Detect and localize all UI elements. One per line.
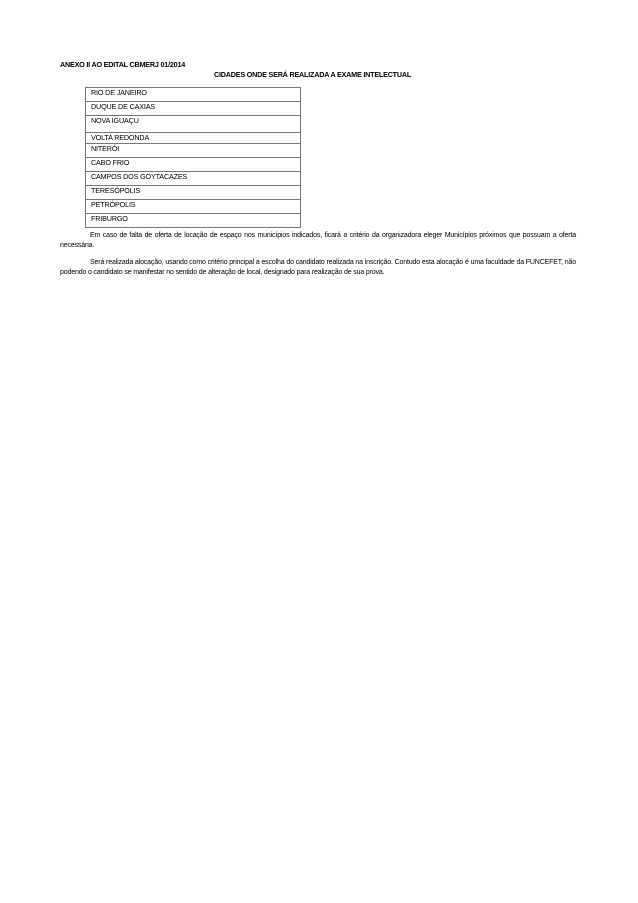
table-row: [86, 88, 301, 102]
city-cell: TERESÓPOLIS: [86, 186, 301, 200]
table-row: [86, 102, 301, 116]
city-cell: DUQUE DE CAXIAS: [86, 102, 301, 116]
table-row: [86, 116, 301, 133]
city-cell: FRIBURGO: [86, 214, 301, 228]
city-cell: CABO FRIO: [86, 158, 301, 172]
city-cell: PETRÓPOLIS: [86, 200, 301, 214]
city-cell: NOVA IGUAÇU: [86, 116, 301, 133]
annex-title: ANEXO II AO EDITAL CBMERJ 01/2014: [60, 60, 186, 69]
paragraph-text: Será realizada alocação, usando como critério principal a escolha do candidato realizada na inscrição. Contudo esta alocação é uma faculdade da FUNCEFET, não podendo o candidato se manifestar no sentido de alteração de local, designado para realização de sua prova.: [60, 259, 576, 276]
table-row: [86, 144, 301, 158]
cities-heading: CIDADES ONDE SERÁ REALIZADA A EXAME INTELECTUAL: [214, 70, 412, 79]
cities-table: [85, 87, 301, 228]
table-row: [86, 214, 301, 228]
table-row: [86, 200, 301, 214]
table-row: [86, 158, 301, 172]
table-row: [86, 172, 301, 186]
paragraph-nearby-municipalities: [60, 231, 576, 250]
city-cell: CAMPOS DOS GOYTACAZES: [86, 172, 301, 186]
table-row: [86, 133, 301, 144]
city-cell: NITERÓI: [86, 144, 301, 158]
paragraph-text: Em caso de falta de oferta de locação de espaço nos municípios indicados, ficará a critério da organizadora eleger Municípios próximos que possuam a oferta necessária.: [60, 232, 576, 249]
table-row: [86, 186, 301, 200]
city-cell: RIO DE JANEIRO: [86, 88, 301, 102]
paragraph-allocation: [60, 258, 576, 277]
city-cell: VOLTA REDONDA: [86, 133, 301, 144]
